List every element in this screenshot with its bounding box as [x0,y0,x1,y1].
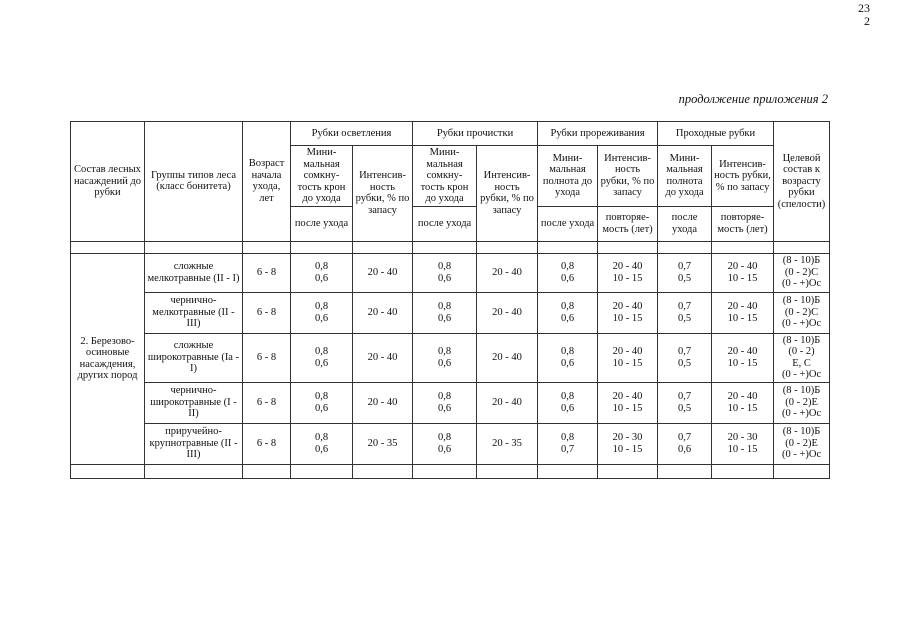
cell-target [774,253,830,292]
cell-min-sk-2 [413,253,477,292]
header-intensity-2: Интенсив-ность рубки, % по запасу [477,146,538,242]
c5-line: 0,6 [560,402,575,414]
c6-line: 20 - 40 [612,346,643,357]
page-number [858,2,870,28]
header-after-2: после ухода [413,206,477,241]
cell-group: сложные широкотравные (Ia - I) [145,333,243,382]
c6-line: 20 - 30 [612,432,643,443]
target-line: (8 - 10)Б [782,426,821,438]
target-line: Е, С [792,357,811,369]
c3-line: 0,8 [437,346,452,357]
target-line: (0 - +)Ос [781,369,822,380]
target-line: (0 - 2)С [784,266,819,278]
c7-line: 0,5 [677,272,692,284]
c3-line: 0,6 [437,272,452,284]
cell-target [774,423,830,464]
header-min-sk-1: Мини-мальная сомкну-тость крон до ухода [291,146,353,207]
cell-min-sk-2 [413,382,477,423]
cell-intensity-1: 20 - 40 [353,253,413,292]
c8-line: 20 - 40 [727,391,758,402]
header-age: Возраст начала ухода, лет [243,122,291,242]
header-groups: Группы типов леса (класс бонитета) [145,122,243,242]
c8-line: 10 - 15 [727,357,758,369]
header-intensity-4: Интенсив-ность рубки, % по запасу [712,146,774,207]
c1-line: 0,6 [314,272,329,284]
cell-min-poln-2 [658,333,712,382]
cell-min-sk-1 [291,333,353,382]
c1-line: 0,8 [314,301,329,312]
cell-intensity-2: 20 - 40 [477,333,538,382]
cell-group: чернично-широкотравные (I - II) [145,382,243,423]
c5-line: 0,6 [560,312,575,324]
cell-min-poln-1 [538,382,598,423]
c7-line: 0,5 [677,357,692,369]
header-after-3: после ухода [538,206,598,241]
target-line: (0 - +)Ос [781,318,822,330]
cell-min-poln-2 [658,382,712,423]
cell-min-sk-1 [291,382,353,423]
cell-intensity-2: 20 - 40 [477,382,538,423]
table-row [71,292,830,333]
page-number-line-1: 23 [858,1,870,15]
page-number-line-2: 2 [864,14,870,28]
target-line: (0 - +)Ос [781,449,822,461]
target-line: (8 - 10)Б [782,334,821,346]
target-line: (0 - +)Ос [781,408,822,420]
cell-age: 6 - 8 [243,292,291,333]
cell-age: 6 - 8 [243,423,291,464]
blank-row-bottom [71,464,830,478]
header-after-4: после ухода [658,206,712,241]
cell-intensity-1: 20 - 40 [353,333,413,382]
cell-group: чернично-мелкотравные (II - III) [145,292,243,333]
c1-line: 0,6 [314,443,329,455]
cell-min-sk-1 [291,292,353,333]
data-rows [71,253,830,464]
cell-intensity-1: 20 - 35 [353,423,413,464]
c3-line: 0,6 [437,357,452,369]
header-min-poln-1: Мини-мальная полнота до ухода [538,146,598,207]
cell-intensity-1: 20 - 40 [353,292,413,333]
c3-line: 0,8 [437,391,452,402]
c6-line: 20 - 40 [612,261,643,272]
c6-line: 20 - 40 [612,301,643,312]
cell-age: 6 - 8 [243,253,291,292]
header-target: Целевой состав к возрасту рубки (спелости) [774,122,830,242]
cell-intensity-2: 20 - 40 [477,292,538,333]
c3-line: 0,6 [437,443,452,455]
cell-age: 6 - 8 [243,333,291,382]
header-min-poln-2: Мини-мальная полнота до ухода [658,146,712,207]
c7-line: 0,5 [677,312,692,324]
cell-group: сложные мелкотравные (II - I) [145,253,243,292]
c6-line: 20 - 40 [612,391,643,402]
c5-line: 0,6 [560,357,575,369]
c1-line: 0,8 [314,346,329,357]
target-line: (8 - 10)Б [782,295,821,307]
cell-intensity-3 [598,333,658,382]
cell-min-poln-1 [538,333,598,382]
cell-min-poln-1 [538,292,598,333]
cell-min-sk-1 [291,423,353,464]
c6-line: 10 - 15 [612,357,643,369]
table-row [71,382,830,423]
target-line: (0 - 2)Е [785,437,818,449]
cell-intensity-2: 20 - 40 [477,253,538,292]
c6-line: 10 - 15 [612,402,643,414]
cell-target [774,292,830,333]
c3-line: 0,8 [437,432,452,443]
cell-intensity-4 [712,382,774,423]
c1-line: 0,6 [314,402,329,414]
c7-line: 0,7 [677,391,692,402]
c5-line: 0,7 [560,443,575,455]
c5-line: 0,8 [560,346,575,357]
c3-line: 0,8 [437,301,452,312]
c8-line: 10 - 15 [727,443,758,455]
appendix-caption: продолжение приложения 2 [678,92,828,106]
c8-line: 10 - 15 [727,402,758,414]
header-intensity-3: Интенсив-ность рубки, % по запасу [598,146,658,207]
target-line: (0 - 2) [788,346,815,357]
c6-line: 10 - 15 [612,272,643,284]
cell-intensity-2: 20 - 35 [477,423,538,464]
cell-intensity-3 [598,382,658,423]
header-prochistka: Рубки прочистки [413,122,538,146]
c8-line: 20 - 40 [727,301,758,312]
c1-line: 0,6 [314,357,329,369]
c8-line: 20 - 40 [727,346,758,357]
c6-line: 10 - 15 [612,443,643,455]
c1-line: 0,8 [314,391,329,402]
cell-group: приручейно-крупнотравные (II - III) [145,423,243,464]
cell-composition: 2. Березово-осиновые насаждения, других пород [71,253,145,464]
c7-line: 0,6 [677,443,692,455]
c8-line: 20 - 40 [727,261,758,272]
target-line: (8 - 10)Б [782,385,821,397]
c5-line: 0,8 [560,432,575,443]
cell-min-sk-1 [291,253,353,292]
header-after-1: после ухода [291,206,353,241]
cell-intensity-4 [712,292,774,333]
c5-line: 0,6 [560,272,575,284]
header-prokhodnye: Проходные рубки [658,122,774,146]
c1-line: 0,8 [314,432,329,443]
header-prorezhivanie: Рубки прореживания [538,122,658,146]
blank-row-top [71,241,830,253]
c7-line: 0,7 [677,346,692,357]
cell-intensity-4 [712,423,774,464]
cell-age: 6 - 8 [243,382,291,423]
c5-line: 0,8 [560,261,575,272]
c8-line: 20 - 30 [727,432,758,443]
header-composition: Состав лесных насаждений до рубки [71,122,145,242]
cell-intensity-3 [598,253,658,292]
table-row [71,333,830,382]
cell-target [774,382,830,423]
c7-line: 0,5 [677,402,692,414]
table-row [71,423,830,464]
table-row [71,253,830,292]
c1-line: 0,6 [314,312,329,324]
c8-line: 10 - 15 [727,272,758,284]
c6-line: 10 - 15 [612,312,643,324]
header-row-groups [71,122,830,146]
cell-intensity-4 [712,333,774,382]
cell-min-poln-2 [658,423,712,464]
target-line: (0 - 2)С [784,306,819,318]
header-min-sk-2: Мини-мальная сомкну-тость крон до ухода [413,146,477,207]
header-intensity-1: Интенсив-ность рубки, % по запасу [353,146,413,242]
cell-min-sk-2 [413,292,477,333]
target-line: (0 - +)Ос [781,278,822,290]
header-osvetlenie: Рубки осветления [291,122,413,146]
cell-min-poln-1 [538,423,598,464]
c3-line: 0,6 [437,312,452,324]
cell-min-sk-2 [413,423,477,464]
c7-line: 0,7 [677,301,692,312]
header-repeat-1: повторяе-мость (лет) [598,206,658,241]
c3-line: 0,8 [437,261,452,272]
cell-intensity-3 [598,292,658,333]
forest-care-table [70,121,830,479]
target-line: (8 - 10)Б [782,255,821,267]
c1-line: 0,8 [314,261,329,272]
c3-line: 0,6 [437,402,452,414]
c5-line: 0,8 [560,301,575,312]
c5-line: 0,8 [560,391,575,402]
cell-intensity-1: 20 - 40 [353,382,413,423]
c7-line: 0,7 [677,432,692,443]
header-repeat-2: повторяе-мость (лет) [712,206,774,241]
cell-target [774,333,830,382]
target-line: (0 - 2)Е [785,396,818,408]
cell-intensity-3 [598,423,658,464]
cell-min-sk-2 [413,333,477,382]
cell-intensity-4 [712,253,774,292]
cell-min-poln-2 [658,292,712,333]
cell-min-poln-1 [538,253,598,292]
c8-line: 10 - 15 [727,312,758,324]
cell-min-poln-2 [658,253,712,292]
c7-line: 0,7 [677,261,692,272]
